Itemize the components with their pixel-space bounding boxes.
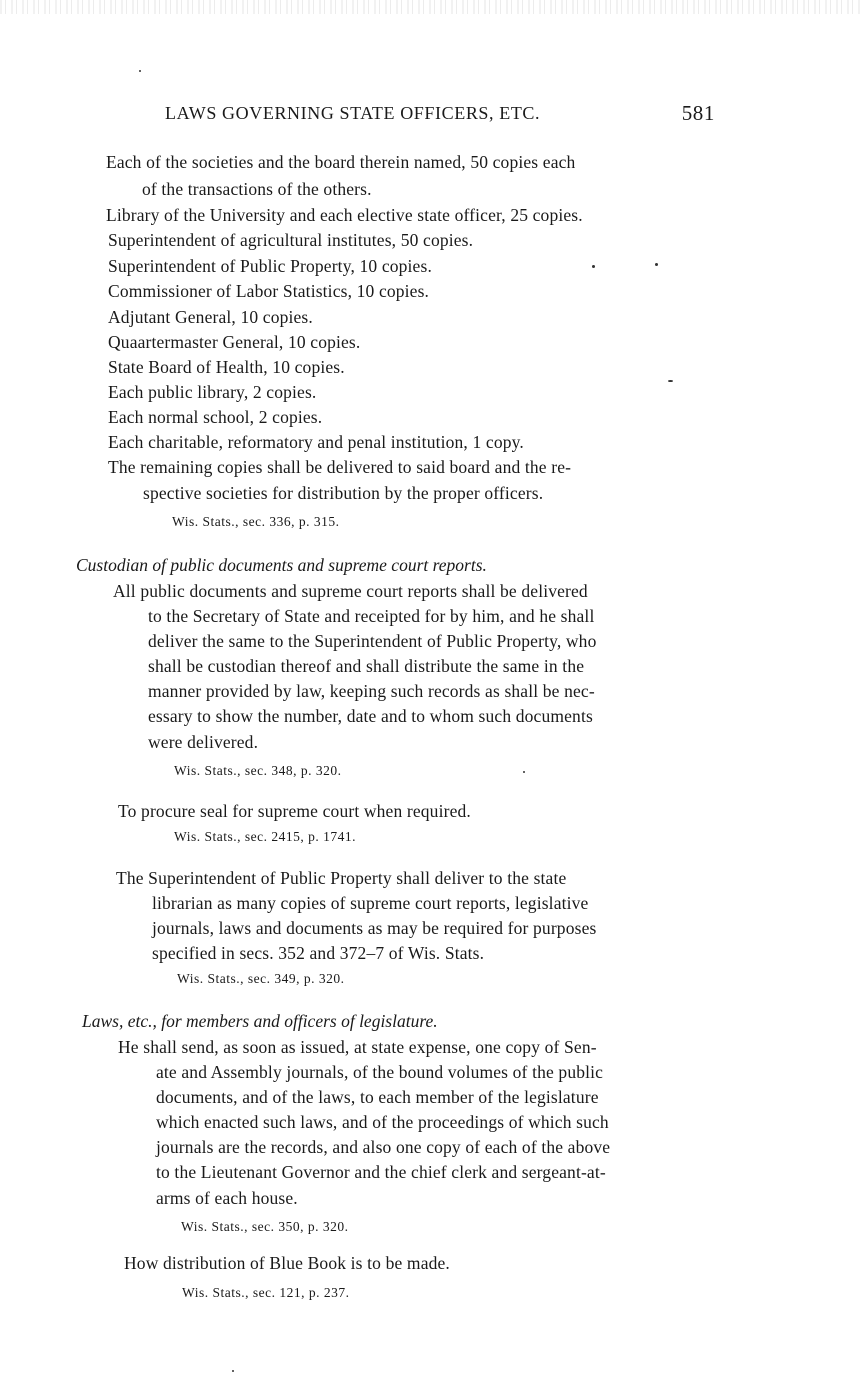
paragraph-line: ate and Assembly journals, of the bound volumes of the public bbox=[156, 1062, 604, 1082]
scan-speck bbox=[668, 380, 673, 382]
statute-citation: Wis. Stats., sec. 349, p. 320. bbox=[177, 971, 345, 986]
scan-speck bbox=[232, 1370, 234, 1372]
list-item: Superintendent of Public Property, 10 copies. bbox=[108, 256, 432, 276]
statute-citation: Wis. Stats., sec. 336, p. 315. bbox=[172, 514, 340, 529]
list-item: Superintendent of agricultural institutes, 50 copies. bbox=[108, 230, 474, 250]
paragraph-line: which enacted such laws, and of the proceedings of which such bbox=[156, 1112, 609, 1132]
list-item-continuation: spective societies for distribution by the proper officers. bbox=[143, 483, 544, 503]
paragraph-line: The Superintendent of Public Property shall deliver to the state bbox=[116, 868, 567, 888]
paragraph-line: All public documents and supreme court reports shall be delivered bbox=[113, 581, 588, 601]
statute-citation: Wis. Stats., sec. 348, p. 320. bbox=[174, 763, 342, 778]
list-item: Quaartermaster General, 10 copies. bbox=[108, 332, 361, 352]
paragraph-line: to the Secretary of State and receipted for by him, and he shall bbox=[148, 606, 595, 626]
paragraph-line: essary to show the number, date and to whom such documents bbox=[148, 706, 593, 726]
paragraph-line: journals, laws and documents as may be required for purposes bbox=[152, 918, 597, 938]
paragraph-line: How distribution of Blue Book is to be made. bbox=[124, 1253, 450, 1273]
paragraph-line: were delivered. bbox=[148, 732, 259, 752]
paragraph-line: specified in secs. 352 and 372–7 of Wis. Stats. bbox=[152, 943, 485, 963]
paragraph-line: journals are the records, and also one copy of each of the above bbox=[156, 1137, 611, 1157]
scan-speck bbox=[592, 265, 595, 268]
list-item: Adjutant General, 10 copies. bbox=[108, 307, 313, 327]
scan-speck bbox=[139, 70, 141, 72]
scan-noise bbox=[0, 0, 862, 14]
list-item: State Board of Health, 10 copies. bbox=[108, 357, 345, 377]
page-number: 581 bbox=[681, 101, 715, 125]
scan-speck bbox=[523, 771, 525, 773]
section-heading: Laws, etc., for members and officers of legislature. bbox=[82, 1011, 438, 1031]
scan-speck bbox=[655, 263, 658, 266]
list-item-continuation: of the transactions of the others. bbox=[142, 179, 372, 199]
paragraph-line: manner provided by law, keeping such records as shall be nec- bbox=[148, 681, 595, 701]
statute-citation: Wis. Stats., sec. 121, p. 237. bbox=[182, 1285, 350, 1300]
list-item: Each of the societies and the board therein named, 50 copies each bbox=[106, 152, 576, 172]
paragraph-line: documents, and of the laws, to each member of the legislature bbox=[156, 1087, 599, 1107]
list-item: Each charitable, reformatory and penal institution, 1 copy. bbox=[108, 432, 524, 452]
paragraph-line: to the Lieutenant Governor and the chief clerk and sergeant-at- bbox=[156, 1162, 606, 1182]
statute-citation: Wis. Stats., sec. 2415, p. 1741. bbox=[174, 829, 356, 844]
list-item: Library of the University and each elective state officer, 25 copies. bbox=[106, 205, 583, 225]
paragraph-line: librarian as many copies of supreme court reports, legislative bbox=[152, 893, 589, 913]
paragraph-line: arms of each house. bbox=[156, 1188, 298, 1208]
section-heading: Custodian of public documents and supreme court reports. bbox=[76, 555, 487, 575]
statute-citation: Wis. Stats., sec. 350, p. 320. bbox=[181, 1219, 349, 1234]
paragraph-line: shall be custodian thereof and shall distribute the same in the bbox=[148, 656, 585, 676]
paragraph-line: To procure seal for supreme court when required. bbox=[118, 801, 471, 821]
list-item: Commissioner of Labor Statistics, 10 copies. bbox=[108, 281, 430, 301]
paragraph-line: He shall send, as soon as issued, at state expense, one copy of Sen- bbox=[118, 1037, 597, 1057]
list-item: Each normal school, 2 copies. bbox=[108, 407, 323, 427]
list-item: The remaining copies shall be delivered to said board and the re- bbox=[108, 457, 572, 477]
list-item: Each public library, 2 copies. bbox=[108, 382, 317, 402]
header-title: LAWS GOVERNING STATE OFFICERS, ETC. bbox=[165, 103, 541, 123]
paragraph-line: deliver the same to the Superintendent of Public Property, who bbox=[148, 631, 597, 651]
